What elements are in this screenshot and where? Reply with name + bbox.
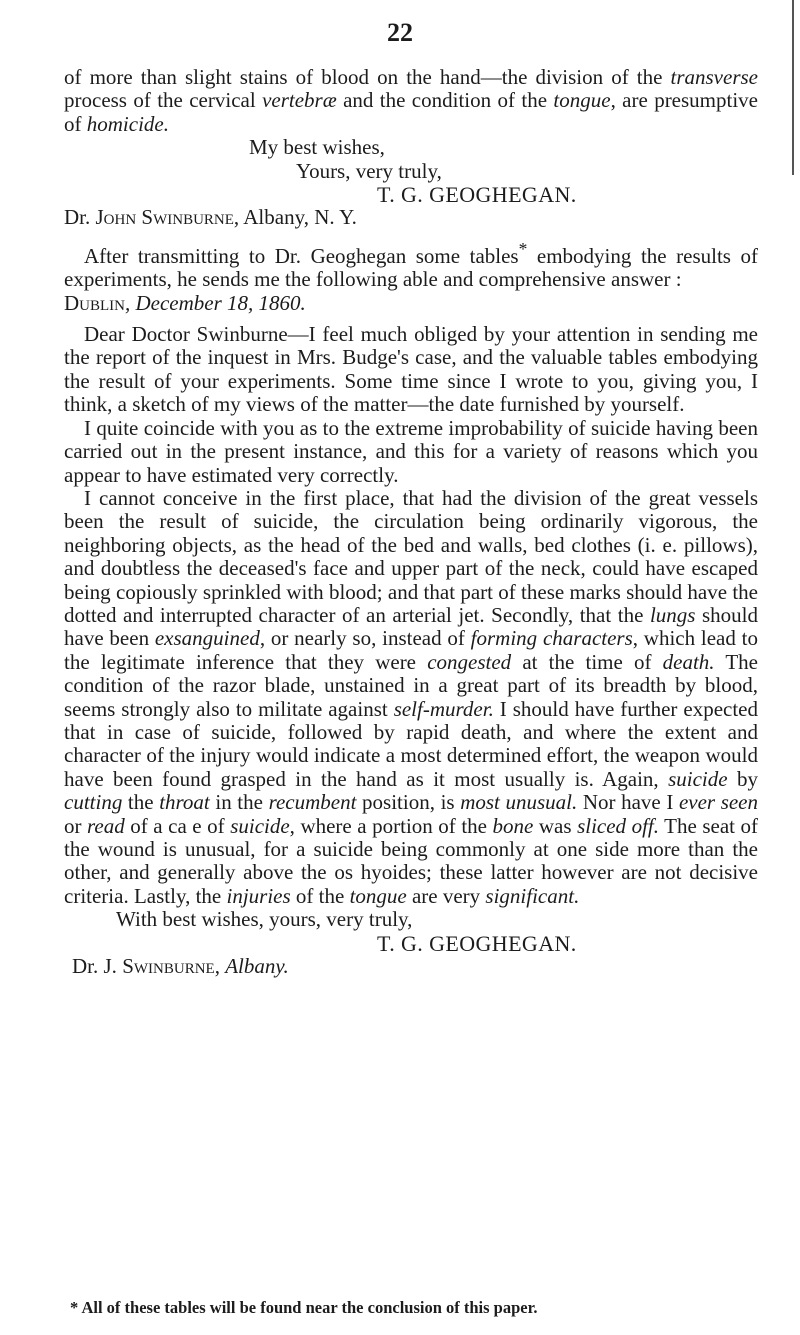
letter1-yours: Yours, very truly, [296, 158, 442, 183]
footnote: * All of these tables will be found near the conclusion of this paper. [70, 1298, 538, 1317]
letter2-signature: T. G. GEOGHEGAN. [377, 930, 577, 956]
letter2-wishes: With best wishes, yours, very truly, [116, 907, 413, 932]
footnote-marker: * [518, 238, 528, 259]
letter1-wishes: My best wishes, [249, 135, 385, 160]
letter2-paragraph-2: I quite coincide with you as to the extreme improbability of suicide having been carried out in the present instance, and this for a variety of reasons which you appear to have estimated very correctly. [64, 415, 758, 487]
letter1-addressee: Dr. John Swinburne, Albany, N. Y. [64, 205, 357, 230]
letter1-signature: T. G. GEOGHEGAN. [377, 182, 577, 208]
letter1-closing-paragraph: of more than slight stains of blood on the hand—the division of the transverse process of the cervical vertebræ and the condition of the tongue, are presumptive of homicide. [64, 65, 758, 136]
letter2-paragraph-1: Dear Doctor Swinburne—I feel much obliged by your attention in sending me the report of the inquest in Mrs. Budge's case, and the valuable tables embodying the result of your experiments. Some time since I wrote to you, giving you, I think, a sketch of my views of the matter—the date furnished by yourself. [64, 322, 758, 417]
letter2-dateline: Dublin, December 18, 1860. [64, 290, 306, 315]
intro-paragraph: After transmitting to Dr. Geoghegan some tables* embodying the results of experiments, he sends me the following able and comprehensive answer : [64, 238, 759, 292]
letter2-addressee: Dr. J. Swinburne, Albany. [72, 954, 289, 979]
page-edge-shadow [792, 0, 800, 175]
page-number: 22 [387, 18, 413, 47]
page-body [64, 66, 758, 978]
letter2-paragraph-3: I cannot conceive in the first place, that had the division of the great vessels been the result of suicide, the circulation being ordinarily vigorous, the neighboring objects, as the head of the bed and walls, bed clothes (i. e. pillows), and doubtless the deceased's face and upper part of the neck, could have escaped being copiously sprinkled with blood; and that part of these marks should have the dotted and interrupted character of an arterial jet. Secondly, that the lungs should have been exsanguined, or nearly so, instead of forming characters, which lead to the legitimate inference that they were congested at the time of death. The condition of the razor blade, unstained in a great part of its breadth by blood, seems strongly also to militate against self-murder. I should have further expected that in case of suicide, followed by rapid death, and where the extent and character of the injury would indicate a most determined effort, the weapon would have been found grasped in the hand as it most usually is. Again, suicide by cutting the throat in the recumbent position, is most unusual. Nor have I ever seen or read of a ca e of suicide, where a portion of the bone was sliced off. The seat of the wound is unusual, for a suicide being commonly at one side more than the other, and generally above the os hyoides; these latter however are not decisive criteria. Lastly, the injuries of the tongue are very significant. [64, 485, 759, 908]
